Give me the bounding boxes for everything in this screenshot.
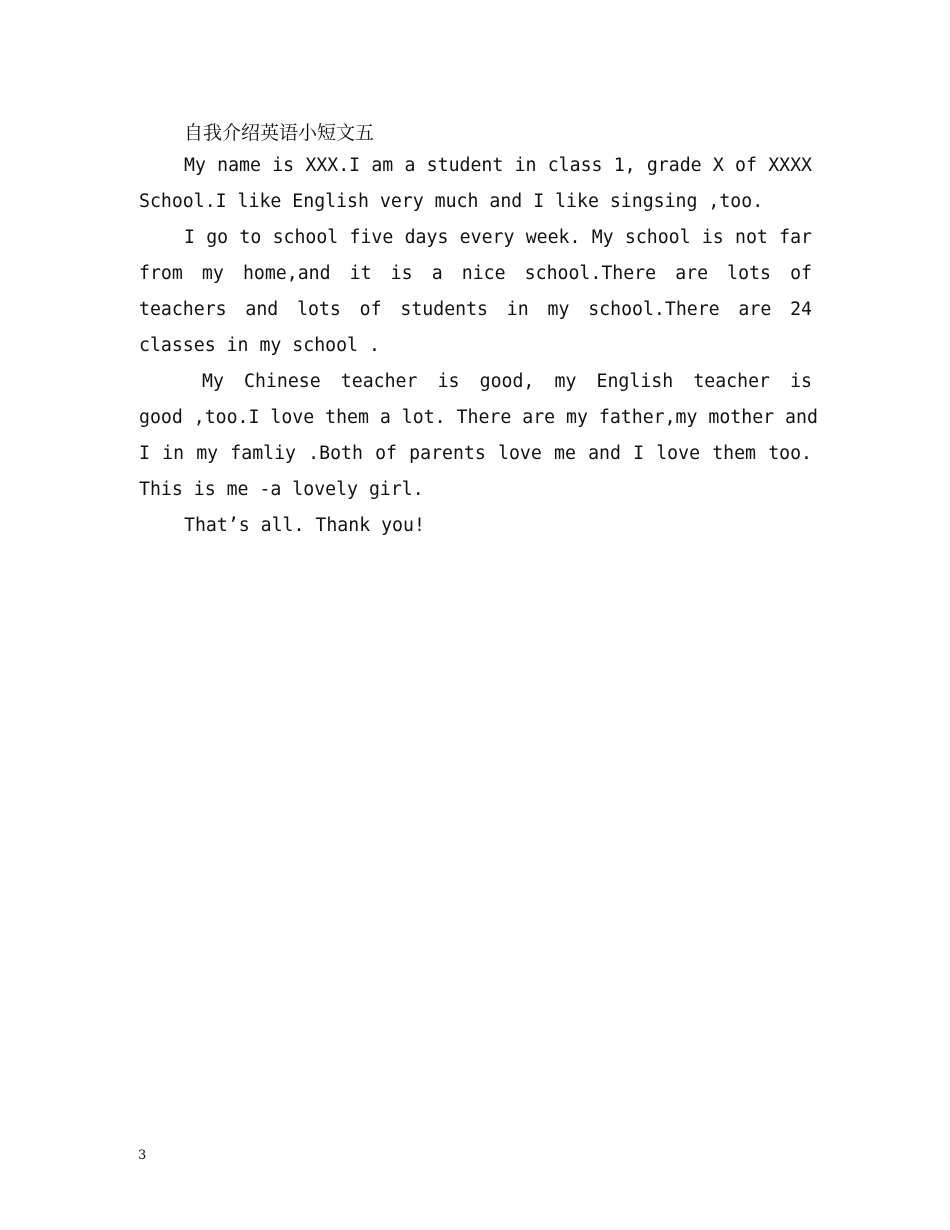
- page-number: 3: [138, 1148, 147, 1163]
- text-line: teachers and lots of students in my school.There are 24: [139, 299, 812, 320]
- text-line: My Chinese teacher is good, my English teacher is: [202, 371, 812, 392]
- text-line: good ,too.I love them a lot. There are my father,my mother and: [139, 407, 818, 428]
- document-title: 自我介绍英语小短文五: [184, 122, 375, 144]
- text-line: I go to school five days every week. My school is not far: [184, 227, 812, 248]
- text-line: My name is XXX.I am a student in class 1, grade X of XXXX: [184, 155, 812, 176]
- text-line: classes in my school .: [139, 335, 380, 356]
- text-line: That’s all. Thank you!: [184, 515, 425, 536]
- text-line: This is me -a lovely girl.: [139, 479, 424, 500]
- text-line: School.I like English very much and I like singsing ,too.: [139, 191, 764, 212]
- text-line: I in my famliy .Both of parents love me and I love them too.: [139, 443, 812, 464]
- text-line: from my home,and it is a nice school.There are lots of: [139, 263, 812, 284]
